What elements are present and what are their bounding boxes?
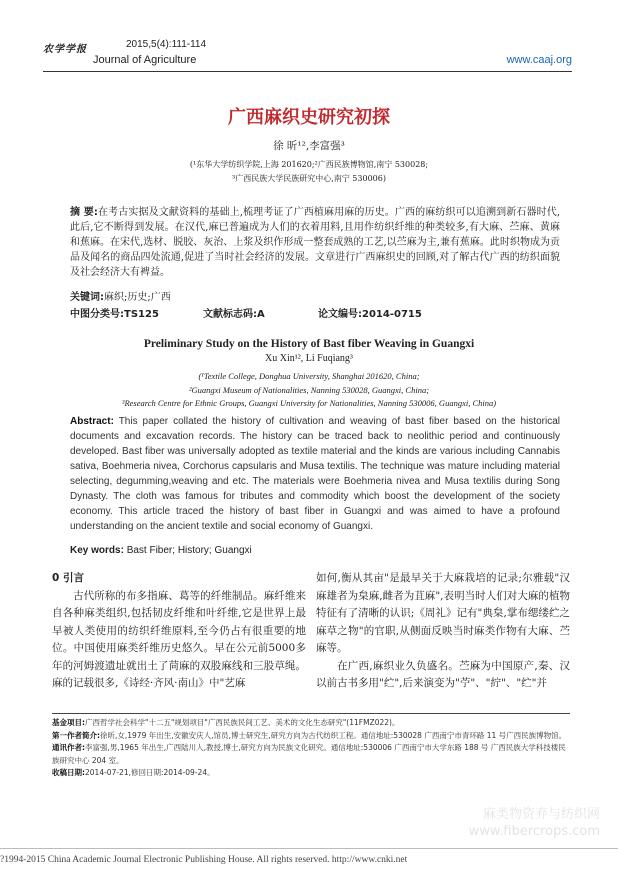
keywords-label-cn: 关键词: (70, 292, 104, 303)
section-heading: 0 引言 (52, 572, 84, 584)
abstract-label-cn: 摘 要: (70, 207, 98, 218)
footnote-text: 2014-07-21,修回日期:2014-09-24。 (85, 768, 215, 777)
watermark-line: www.fibercrops.com (468, 824, 600, 839)
journal-name-en: Journal of Agriculture (93, 54, 197, 66)
abstract-text-en: This paper collated the history of cultivation and weaving of bast fiber based on the historical documents and excavation records. The history can be traced back to neolithic period and continuously developed. Bast fiber was universally adopted as textile material and the kinds are various including Cannabis sativa, Boehmeria nivea, Corchorus capsularis and Musa textilis. The technique was mature including material selecting, degumming,weaving and etc. The materials were Boehmeria nivea and Musa textilis during Song Dynasty. The cloth was famous for tributes and commodity which boost the development of the society economy. This article traced the history of bast fiber in Guangxi and was aimed to have a profound understanding on the ancient textile and social economy of Guangxi. (70, 416, 560, 532)
clc-number: 中图分类号:TS125 (70, 309, 159, 320)
authors-en: Xu Xin¹², Li Fuqiang³ (265, 353, 353, 364)
footnote-text: 广西哲学社会科学"十二五"规划项目"广西民族民间工艺、美术的文化生态研究"(11FMZ022)。 (85, 718, 400, 727)
header-divider (43, 71, 572, 72)
footnote-divider (52, 713, 570, 714)
keywords-cn (70, 288, 171, 303)
affiliation-line: ²Guangxi Museum of Nationalities, Nanning 530028, Guangxi, China; (188, 384, 430, 395)
volume-info: 2015,5(4):111-114 (126, 39, 207, 50)
watermark (469, 806, 600, 840)
footnote-dates (52, 767, 570, 780)
affiliations-cn (0, 158, 618, 186)
footer-divider (0, 848, 618, 849)
journal-url-link[interactable]: www.caaj.org (506, 54, 572, 66)
doc-code: 文献标志码:A (203, 309, 265, 320)
copyright-footer: ?1994-2015 China Academic Journal Electronic Publishing House. All rights reserved. http://www.cnki.net (0, 855, 408, 865)
footnote-text: 徐昕,女,1979 年出生,安徽安庆人,馆员,博士研究生,研究方向为古代纺织工程。通信地址:530028 广西南宁市青环路 11 号广西民族博物馆。 (100, 730, 567, 740)
affiliation-line: ³Research Centre for Ethnic Groups, Guangxi University for Nationalities, Nanning 530006, Guangxi, China) (121, 398, 497, 408)
footnote-fund (52, 717, 570, 730)
footnotes (52, 717, 570, 780)
article-title-cn: 广西麻织史研究初探 (228, 107, 390, 128)
affiliations-en (0, 370, 618, 411)
footnote-label: 收稿日期: (52, 768, 85, 777)
body-column-right (316, 570, 570, 693)
abstract-en (70, 414, 560, 534)
footnote-corresponding (52, 742, 570, 767)
article-title-en: Preliminary Study on the History of Bast fiber Weaving in Guangxi (143, 338, 475, 350)
footnote-label: 基金项目: (52, 718, 85, 727)
article-number: 论文编号:2014-0715 (318, 309, 422, 320)
body-paragraph: 古代所称的布多指麻、葛等的纤维制品。麻纤维来自各种麻类组织,包括韧皮纤维和叶纤维,它是世界上最早被人类使用的纺织纤维原料,至今仍占有很重要的地位。中国使用麻类纤维历史悠久。早在公元前5000多年的河姆渡遗址就出土了苘麻的双股麻线和三股草绳。麻的记载很多,《诗经·齐风·南山》中"艺麻 (52, 589, 306, 689)
footnote-label: 第一作者简介: (52, 730, 100, 740)
footnote-text: 李富强,男,1965 年出生,广西陆川人,教授,博士,研究方向为民族文化研究。通信地址:530006 广西南宁市大学东路 188 号 广西民族大学科技楼民族研究中心 204 室。 (52, 743, 566, 765)
body-paragraph: 如何,衡从其亩"是最早关于大麻栽培的记录;尔雅载"汉麻雄者为枲麻,雌者为苴麻",表明当时人们对大麻的植物特征有了清晰的认识;《周礼》记有"典枲,掌布缌缕纻之麻草之物"的官职,从侧面反映当时麻类作物有大麻、苎麻等。 (316, 572, 570, 654)
keywords-label-en: Key words: (70, 545, 124, 556)
footnote-first-author (52, 730, 570, 743)
affiliation-line: ³广西民族大学民族研究中心,南宁 530006) (232, 174, 386, 183)
keywords-text-en: Bast Fiber; History; Guangxi (126, 545, 252, 556)
body-paragraph: 在广西,麻织业久负盛名。苎麻为中国原产,秦、汉以前古书多用"纻",后来演变为"苧"、"紵"、"纻"并 (316, 659, 570, 689)
footnote-label: 通讯作者: (52, 743, 85, 752)
watermark-line: 麻类物资弃与纺织网 (482, 807, 600, 822)
body-column-left (52, 570, 306, 693)
abstract-text-cn: 在考古实据及文献资料的基础上,梳理考证了广西植麻用麻的历史。广西的麻纺织可以追溯到新石器时代,此后,它不断得到发展。在汉代,麻已普遍成为人们的衣着用料,且用作纺织纤维的种类较多,有大麻、苎麻、黄麻和蕉麻。在宋代,选材、脱胶、灰治、上浆及织作形成一整套成熟的工艺,以苎麻为主,兼有蕉麻。此时织物成为贡品及闻名的商品四处流通,促进了当时社会经济的发展。文章进行广西麻织史的回顾,对了解古代广西的纺织面貌及社会经济大有裨益。 (70, 207, 561, 278)
affiliation-line: (¹东华大学纺织学院,上海 201620;²广西民族博物馆,南宁 530028; (189, 160, 429, 169)
affiliation-line: (¹Textile College, Donghua University, Shanghai 201620, China; (198, 371, 420, 381)
abstract-label-en: Abstract: (70, 416, 114, 427)
keywords-text-cn: 麻织;历史;广西 (104, 292, 171, 303)
keywords-en (70, 545, 252, 556)
authors-cn: 徐 昕¹²,李富强³ (273, 140, 345, 152)
abstract-cn (70, 205, 560, 280)
journal-name-cn: 农学学报 (43, 44, 87, 55)
